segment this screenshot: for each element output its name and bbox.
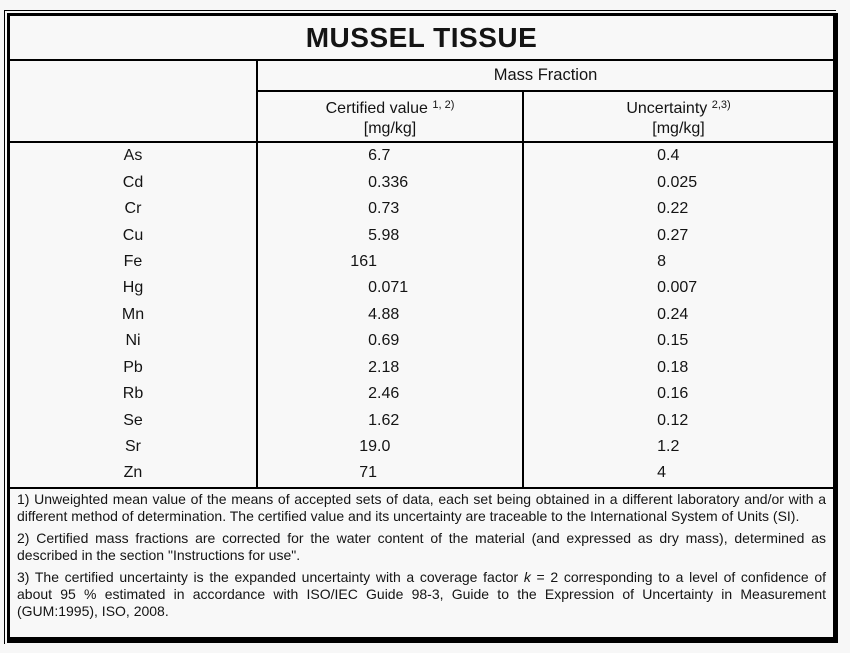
uncertainty-cell — [523, 460, 833, 486]
certified-value-cell — [257, 275, 523, 301]
uncertainty-cell — [523, 249, 833, 275]
uncertainty-cell — [523, 407, 833, 433]
element-symbol: Pb — [10, 355, 257, 381]
certified-value-label: Certified value — [325, 99, 428, 117]
table-row — [10, 460, 833, 486]
element-symbol: Sr — [10, 434, 257, 460]
decimal-aligned-value: 4 — [657, 464, 666, 482]
decimal-aligned-value: 8 — [657, 252, 666, 270]
table-row — [10, 249, 833, 275]
certified-value-cell — [257, 381, 523, 407]
table-header — [10, 16, 833, 142]
decimal-aligned-value: 0 .24 — [657, 305, 689, 323]
footnote-1: 1) Unweighted mean value of the means of accepted sets of data, each set being obtained in a different laboratory and/or with a different method of determination. The certified value and its uncertainty are traceable to the International System of Units (SI). — [17, 490, 826, 524]
decimal-aligned-value: 71 — [359, 464, 377, 482]
uncertainty-cell — [523, 381, 833, 407]
certified-value-cell — [257, 222, 523, 248]
table-row — [10, 222, 833, 248]
uncertainty-cell — [523, 142, 833, 169]
element-symbol: Cr — [10, 196, 257, 222]
element-symbol: Cd — [10, 169, 257, 195]
uncertainty-cell — [523, 169, 833, 195]
decimal-aligned-value: 0 .15 — [657, 332, 689, 350]
footnote-3 — [17, 569, 826, 620]
decimal-aligned-value: 0 .007 — [657, 279, 698, 297]
footnote-3-k-italic: k — [523, 568, 531, 585]
footnote-3-text-cont: = 2 corresponding to a level of confidence of about 95 % estimated in accordance with ISO/IEC Guide 98-3, Guide to the Expression of Uncertainty in Measurement (GUM:1995), ISO, 2008. — [17, 568, 827, 619]
element-symbol: Cu — [10, 222, 257, 248]
table-row — [10, 196, 833, 222]
uncertainty-footnote-refs: 2,3) — [711, 98, 731, 111]
decimal-aligned-value: 0 .071 — [368, 279, 409, 297]
group-header-row — [10, 60, 833, 91]
mussel-tissue-table — [10, 16, 833, 487]
table-row — [10, 355, 833, 381]
decimal-aligned-value: 0 .12 — [657, 411, 689, 429]
element-symbol: Mn — [10, 302, 257, 328]
element-symbol: Zn — [10, 460, 257, 486]
table-row — [10, 302, 833, 328]
footnote-2: 2) Certified mass fractions are corrected for the water content of the material (and expressed as dry mass), determined as described in the section "Instructions for use". — [17, 529, 826, 563]
certified-value-header — [257, 91, 523, 142]
document-frame — [7, 13, 838, 643]
certified-value-cell — [257, 355, 523, 381]
decimal-aligned-value: 0 .16 — [657, 385, 689, 403]
table-row — [10, 434, 833, 460]
corner-cell — [10, 60, 257, 142]
uncertainty-cell — [523, 355, 833, 381]
certified-value-cell — [257, 328, 523, 354]
decimal-aligned-value: 6 .7 — [368, 147, 391, 165]
mass-fraction-header: Mass Fraction — [257, 60, 833, 91]
uncertainty-header — [523, 91, 833, 142]
footnotes-section — [10, 487, 833, 620]
element-symbol: As — [10, 142, 257, 169]
decimal-aligned-value: 1 .2 — [657, 438, 680, 456]
decimal-aligned-value: 0 .4 — [657, 147, 680, 165]
certified-value-footnote-refs: 1, 2) — [432, 98, 455, 111]
table-row — [10, 142, 833, 169]
decimal-aligned-value: 2 .46 — [368, 385, 400, 403]
table-row — [10, 407, 833, 433]
certified-value-unit: [mg/kg] — [363, 119, 417, 137]
decimal-aligned-value: 0 .025 — [657, 173, 698, 191]
table-row — [10, 275, 833, 301]
title-row — [10, 16, 833, 60]
table-row — [10, 169, 833, 195]
decimal-aligned-value: 2 .18 — [368, 358, 400, 376]
certified-value-cell — [257, 407, 523, 433]
page-title: MUSSEL TISSUE — [10, 16, 833, 60]
table-row — [10, 328, 833, 354]
decimal-aligned-value: 161 — [350, 252, 377, 270]
decimal-aligned-value: 19 .0 — [359, 438, 391, 456]
uncertainty-unit: [mg/kg] — [652, 119, 705, 137]
certified-value-cell — [257, 142, 523, 169]
decimal-aligned-value: 0 .69 — [368, 332, 400, 350]
uncertainty-cell — [523, 222, 833, 248]
certified-value-cell — [257, 196, 523, 222]
element-symbol: Hg — [10, 275, 257, 301]
decimal-aligned-value: 0 .73 — [368, 200, 400, 218]
footnote-3-text: 3) The certified uncertainty is the expanded uncertainty with a coverage factor — [17, 568, 524, 585]
element-symbol: Se — [10, 407, 257, 433]
certified-value-cell — [257, 249, 523, 275]
table-row — [10, 381, 833, 407]
element-symbol: Fe — [10, 249, 257, 275]
decimal-aligned-value: 5 .98 — [368, 226, 400, 244]
table-rows — [10, 142, 833, 487]
decimal-aligned-value: 4 .88 — [368, 305, 400, 323]
decimal-aligned-value: 1 .62 — [368, 411, 400, 429]
decimal-aligned-value: 0 .18 — [657, 358, 689, 376]
uncertainty-cell — [523, 328, 833, 354]
element-symbol: Ni — [10, 328, 257, 354]
uncertainty-label: Uncertainty — [626, 99, 708, 117]
certified-value-cell — [257, 434, 523, 460]
decimal-aligned-value: 0 .22 — [657, 200, 689, 218]
decimal-aligned-value: 0 .27 — [657, 226, 689, 244]
certified-value-cell — [257, 460, 523, 486]
certified-value-cell — [257, 169, 523, 195]
uncertainty-cell — [523, 196, 833, 222]
uncertainty-cell — [523, 302, 833, 328]
element-symbol: Rb — [10, 381, 257, 407]
uncertainty-cell — [523, 275, 833, 301]
uncertainty-cell — [523, 434, 833, 460]
decimal-aligned-value: 0 .336 — [368, 173, 409, 191]
certified-value-cell — [257, 302, 523, 328]
